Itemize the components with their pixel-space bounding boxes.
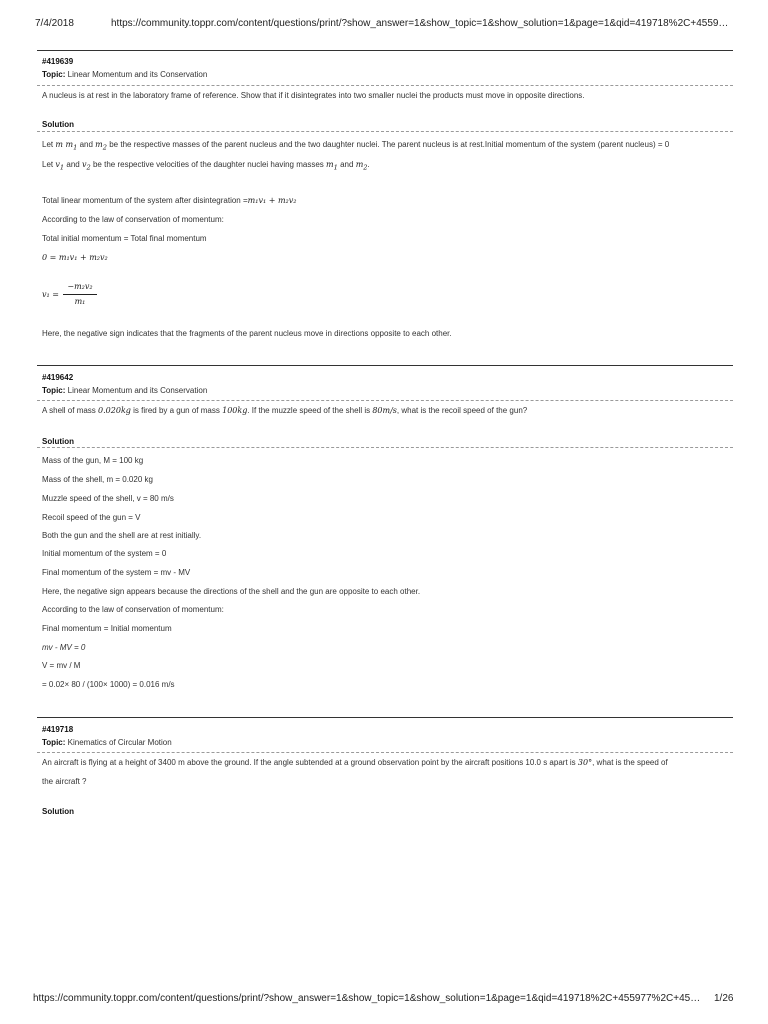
topic-label: Topic: xyxy=(42,70,66,79)
solution-line: According to the law of conservation of momentum: xyxy=(42,605,224,614)
topic-divider xyxy=(37,752,733,753)
solution-line: Let m $m_1$ and $m_2$ be the respective masses of the parent nucleus and the two daughter nuclei. The parent nucleus is at rest.Initial momentum of the system (parent nucleus) = 0 xyxy=(42,140,670,152)
question-separator xyxy=(37,50,733,51)
solution-line: Here, the negative sign indicates that the fragments of the parent nucleus move in directions opposite to each other. xyxy=(42,329,452,338)
question-separator xyxy=(37,365,733,366)
solution-line: Recoil speed of the gun = V xyxy=(42,513,141,522)
topic-name: Linear Momentum and its Conservation xyxy=(67,386,208,395)
solution-heading: Solution xyxy=(42,807,74,816)
solution-line: Mass of the gun, M = 100 kg xyxy=(42,456,144,465)
page-number: 1/26 xyxy=(714,993,734,1004)
print-url-footer: https://community.toppr.com/content/questions/print/?show_answer=1&show_topic=1&show_solution=1&page=1&qid=419718%2C+455977%2C+45… xyxy=(33,993,701,1004)
solution-line: V = mv / M xyxy=(42,661,81,670)
solution-line: Mass of the shell, m = 0.020 kg xyxy=(42,475,153,484)
fraction-bar xyxy=(63,294,97,295)
topic-name: Linear Momentum and its Conservation xyxy=(67,70,208,79)
question-text: An aircraft is flying at a height of 3400 m above the ground. If the angle subtended at a ground observation point by the aircraft positions 10.0 s apart is 30°, what is the speed of xyxy=(42,758,668,767)
solution-line: Let $v_1$ and $v_2$ be the respective velocities of the daughter nuclei having masses $m_1$ and $m_2$. xyxy=(42,160,370,172)
question-text-cont: the aircraft ? xyxy=(42,777,87,786)
solution-divider xyxy=(37,447,733,448)
topic-name: Kinematics of Circular Motion xyxy=(67,738,172,747)
question-text: A shell of mass 0.020kg is fired by a gun of mass 100kg. If the muzzle speed of the shell is 80m/s, what is the recoil speed of the gun? xyxy=(42,406,528,415)
solution-line: Total linear momentum of the system after disintegration =m₁v₁ + m₂v₂ xyxy=(42,196,297,205)
equation-lhs: v₁ = xyxy=(42,290,59,299)
fraction-denominator: m₁ xyxy=(74,297,86,306)
solution-line: Here, the negative sign appears because the directions of the shell and the gun are opposite to each other. xyxy=(42,587,421,596)
print-url-header: https://community.toppr.com/content/questions/print/?show_answer=1&show_topic=1&show_solution=1&page=1&qid=419718%2C+4559… xyxy=(111,18,729,29)
solution-heading: Solution xyxy=(42,120,74,129)
solution-line: mv - MV = 0 xyxy=(42,643,86,652)
topic-divider xyxy=(37,85,733,86)
print-date: 7/4/2018 xyxy=(35,18,74,29)
solution-line: Total initial momentum = Total final momentum xyxy=(42,234,207,243)
question-topic xyxy=(42,386,207,395)
question-topic xyxy=(42,738,172,747)
topic-divider xyxy=(37,400,733,401)
topic-label: Topic: xyxy=(42,738,66,747)
equation-fraction xyxy=(63,282,97,307)
solution-line: = 0.02× 80 / (100× 1000) = 0.016 m/s xyxy=(42,680,175,689)
solution-heading: Solution xyxy=(42,437,74,446)
topic-label: Topic: xyxy=(42,386,66,395)
question-id: #419718 xyxy=(42,725,74,734)
solution-line: Both the gun and the shell are at rest initially. xyxy=(42,531,202,540)
question-separator xyxy=(37,717,733,718)
question-id: #419642 xyxy=(42,373,74,382)
solution-divider xyxy=(37,131,733,132)
solution-line: Final momentum = Initial momentum xyxy=(42,624,172,633)
solution-line: Muzzle speed of the shell, v = 80 m/s xyxy=(42,494,174,503)
question-topic xyxy=(42,70,207,79)
equation: 0 = m₁v₁ + m₂v₂ xyxy=(42,253,108,262)
solution-line: Initial momentum of the system = 0 xyxy=(42,549,167,558)
solution-line: Final momentum of the system = mv - MV xyxy=(42,568,191,577)
solution-line: According to the law of conservation of momentum: xyxy=(42,215,224,224)
fraction-numerator: −m₂v₂ xyxy=(67,282,93,291)
question-text: A nucleus is at rest in the laboratory frame of reference. Show that if it disintegrates into two smaller nuclei the products must move in opposite directions. xyxy=(42,91,585,100)
question-id: #419639 xyxy=(42,57,74,66)
